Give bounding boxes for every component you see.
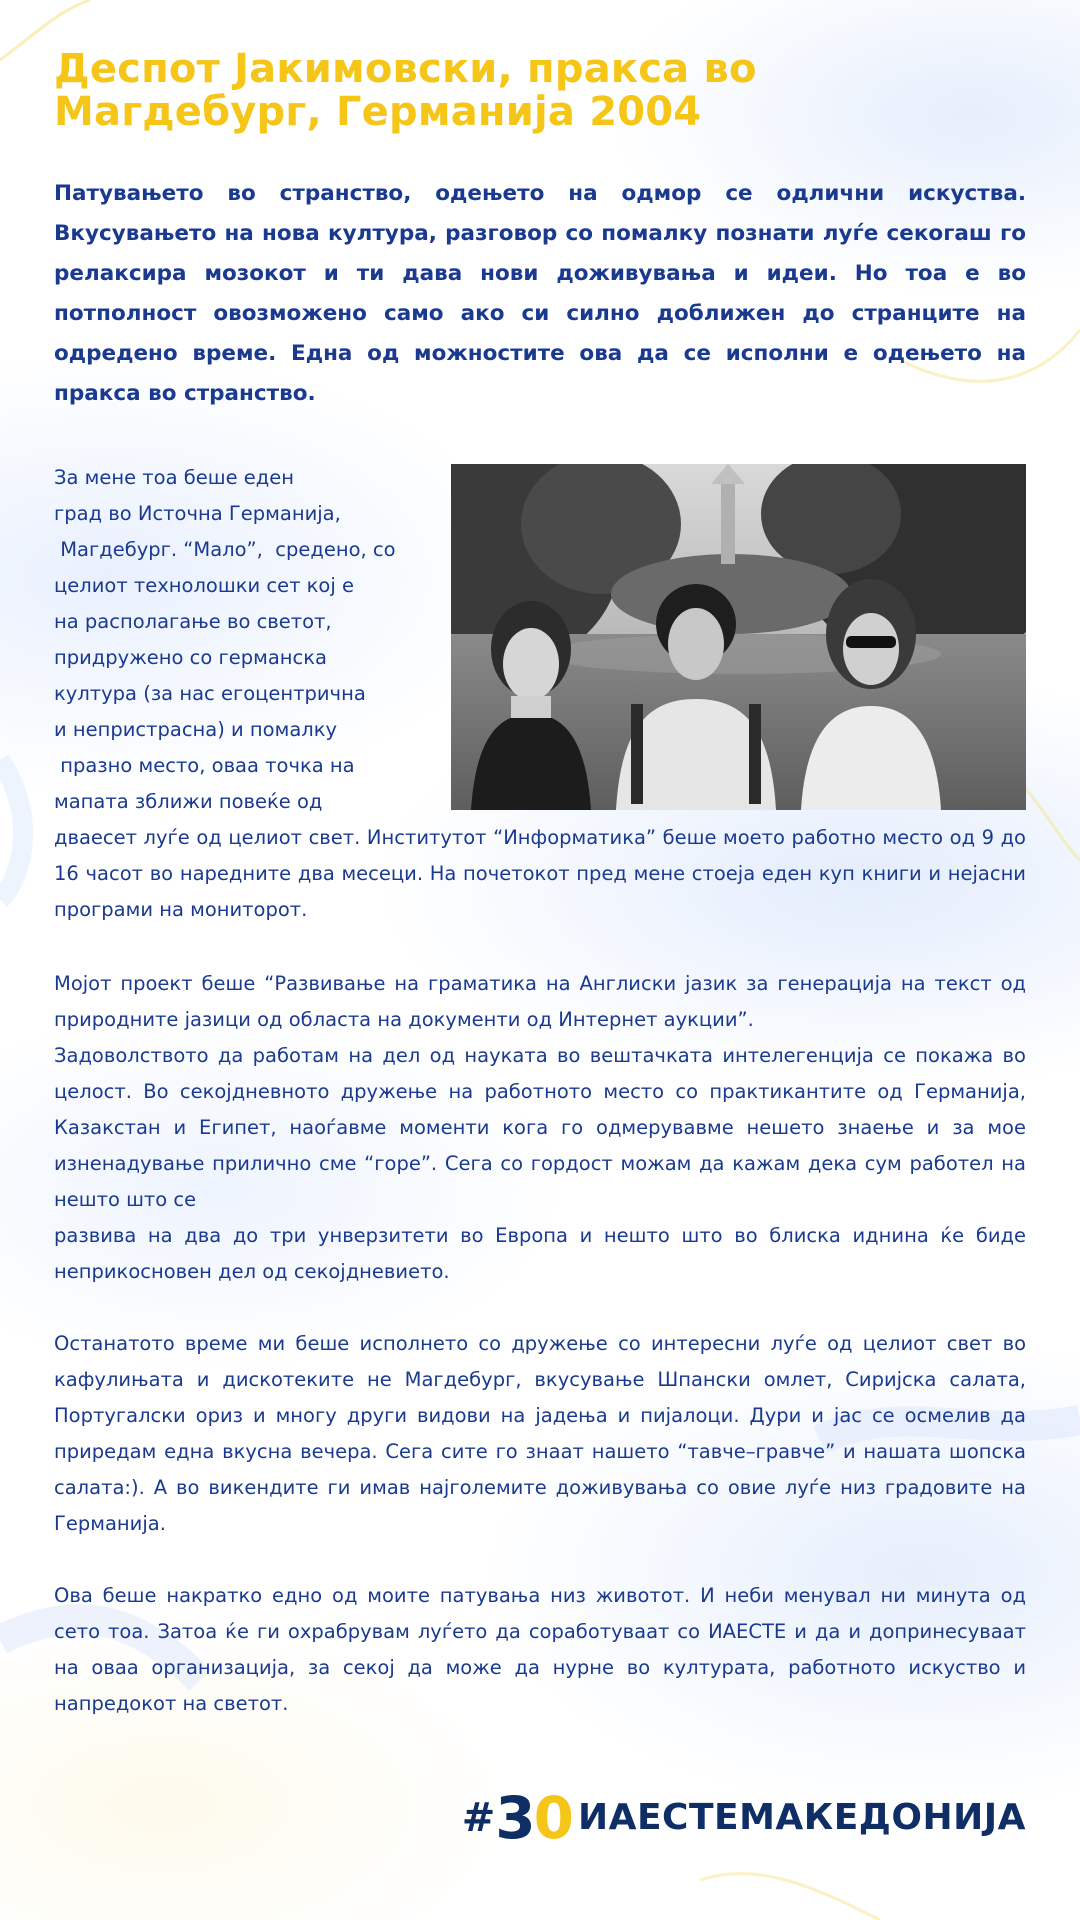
- title-line-1: Деспот Јакимовски, пракса во: [54, 46, 757, 92]
- paragraph-1-line: За мене тоа беше еден: [54, 466, 295, 489]
- paragraph-1-line: култура (за нас егоцентрична: [54, 682, 366, 705]
- paragraph-2: [54, 966, 1026, 1290]
- paragraph-1-rest: дваесет луѓе од целиот свет. Институтот “Информатика” беше моето работно место од 9 до 16 часот во наредните два месеци. На почетокот пред мене стоеја еден куп книги и нејасни програми на мониторот.: [54, 826, 1026, 921]
- paragraph-4: Ова беше накратко едно од моите патувања низ животот. И неби менувал ни минута од сето тоа. Затоа ќе ги охрабрувам луѓето да соработуваат со ИАЕСТЕ и да и допринесуваат на оваа организација, за секој да може да нурне во културата, работното искуство и напредокот на светот.: [54, 1584, 1026, 1715]
- logo-text: ИАЕСТЕМАКЕДОНИЈА: [577, 1797, 1026, 1838]
- title-line-2: Магдебург, Германија 2004: [54, 89, 702, 135]
- article-body: [54, 460, 1026, 1722]
- article-content: [54, 48, 1026, 1722]
- logo-hash: #: [461, 1795, 496, 1841]
- paragraph-3: Останатото време ми беше исполнето со дружење со интересни луѓе од целиот свет во кафулињата и дискотеките не Магдебург, вкусување Шпански омлет, Сириjска салата, Португалски ориз и многу други видови на јадења и пијалоци. Дури и јас се осмелив да приредам една вкусна вечера. Сега сите го знаат нашето “тавче–гравче” и нашата шопска салата:). А во викендите ги имав најголемите доживувања со овие луѓе низ градовите на Германија.: [54, 1332, 1026, 1535]
- paragraph-1-line: и непристрасна) и помалку: [54, 718, 338, 741]
- paragraph-1-line: на располагање во светот,: [54, 610, 332, 633]
- paragraph-1-line: придружено со германска: [54, 646, 327, 669]
- paragraph-2-satisfaction: Задоволството да работам на дел од науката во вештачката интелегенција се покажа во целост. Во секојдневното дружење на работното место со практикантите од Германија, Казакстан и Египет, наоѓавме моменти кога го одмерувавме нешето знаење и за мое изненадување прилично сме “горе”. Сега со гордост можам да кажам дека сум работел на нешто што се: [54, 1044, 1026, 1211]
- iaeste-macedonia-logo: [461, 1784, 1026, 1852]
- page-title: [54, 48, 1026, 134]
- paragraph-2-continuation: развива на два до три унверзитети во Европа и нешто што во блиска иднина ќе биде неприкосновен дел од секојдневието.: [54, 1224, 1026, 1283]
- paragraph-1-line: мапата зближи повеќе од: [54, 790, 323, 813]
- logo-digit-0: 0: [533, 1784, 574, 1852]
- intro-paragraph: Патувањето во странство, одењето на одмор се одлични искуства. Вкусувањето на нова култура, разговор со помалку познати луѓе секогаш го релаксира мозокот и ти дава нови доживувања и идеи. Но тоа е во потполност овозможено само ако си силно доближен до странците на одредено време. Една од можностите ова да се исполни е одењето на пракса во странство.: [54, 181, 1026, 406]
- group-photo: [451, 464, 1026, 810]
- paragraph-1-line: Магдебург. “Мало”, средено, со: [54, 538, 396, 561]
- paragraph-1-line: целиот технолошки сет кој е: [54, 574, 354, 597]
- paragraph-2-project: Мојот проект беше “Развивање на граматика на Англиски јазик за генерација на текст од природните јазици од областа на документи од Интернет аукции”.: [54, 972, 1026, 1031]
- logo-digit-3: 3: [495, 1784, 534, 1852]
- paragraph-1-line: празно место, оваа точка на: [54, 754, 355, 777]
- paragraph-1-line: град во Источна Германија,: [54, 502, 341, 525]
